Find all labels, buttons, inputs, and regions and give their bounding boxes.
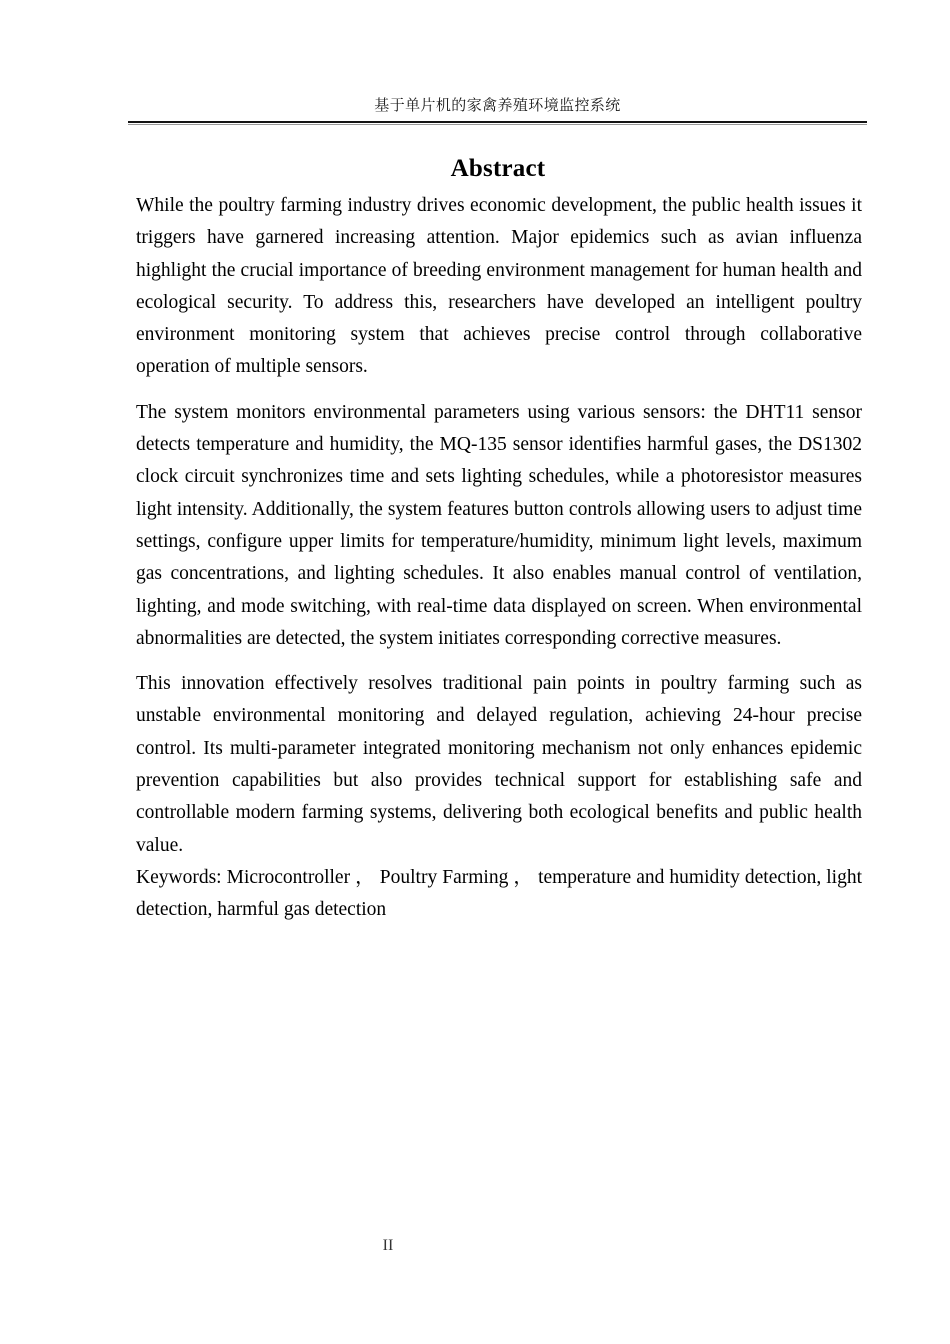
abstract-body — [136, 190, 862, 927]
page-number: II — [382, 1237, 394, 1254]
abstract-paragraph-3: This innovation effectively resolves traditional pain points in poultry farming such as unstable environmental monitoring and delayed regulation, achieving 24-hour precise control. Its multi-parameter integrated monitoring mechanism not only enhances epidemic prevention capabilities but also provides technical support for establishing safe and controllable modern farming systems, delivering both ecological benefits and public health value. — [136, 673, 862, 856]
running-header — [128, 96, 867, 115]
abstract-paragraph-1: While the poultry farming industry drives economic development, the public health issues it triggers have garnered increasing attention. Major epidemics such as avian influenza highlight the crucial importance of breeding environment management for human health and ecological security. To address this, researchers have developed an intelligent poultry environment monitoring system that achieves precise control through collaborative operation of multiple sensors. — [136, 195, 862, 378]
header-divider-rule — [128, 121, 867, 123]
keywords-line: Keywords: Microcontroller ， Poultry Farming ， temperature and humidity detection, light detection, harmful gas detection — [136, 866, 862, 921]
page-title: Abstract — [450, 154, 546, 182]
running-header-title: 基于单片机的家禽养殖环境监控系统 — [374, 96, 621, 114]
abstract-paragraph-2: The system monitors environmental parameters using various sensors: the DHT11 sensor detects temperature and humidity, the MQ-135 sensor identifies harmful gases, the DS1302 clock circuit synchronizes time and sets lighting schedules, while a photoresistor measures light intensity. Additionally, the system features button controls allowing users to adjust time settings, configure upper limits for temperature/humidity, minimum light levels, maximum gas concentrations, and lighting schedules. It also enables manual control of ventilation, lighting, and mode switching, with real-time data displayed on screen. When environmental abnormalities are detected, the system initiates corresponding corrective measures. — [136, 401, 862, 649]
page-footer — [136, 1236, 640, 1256]
